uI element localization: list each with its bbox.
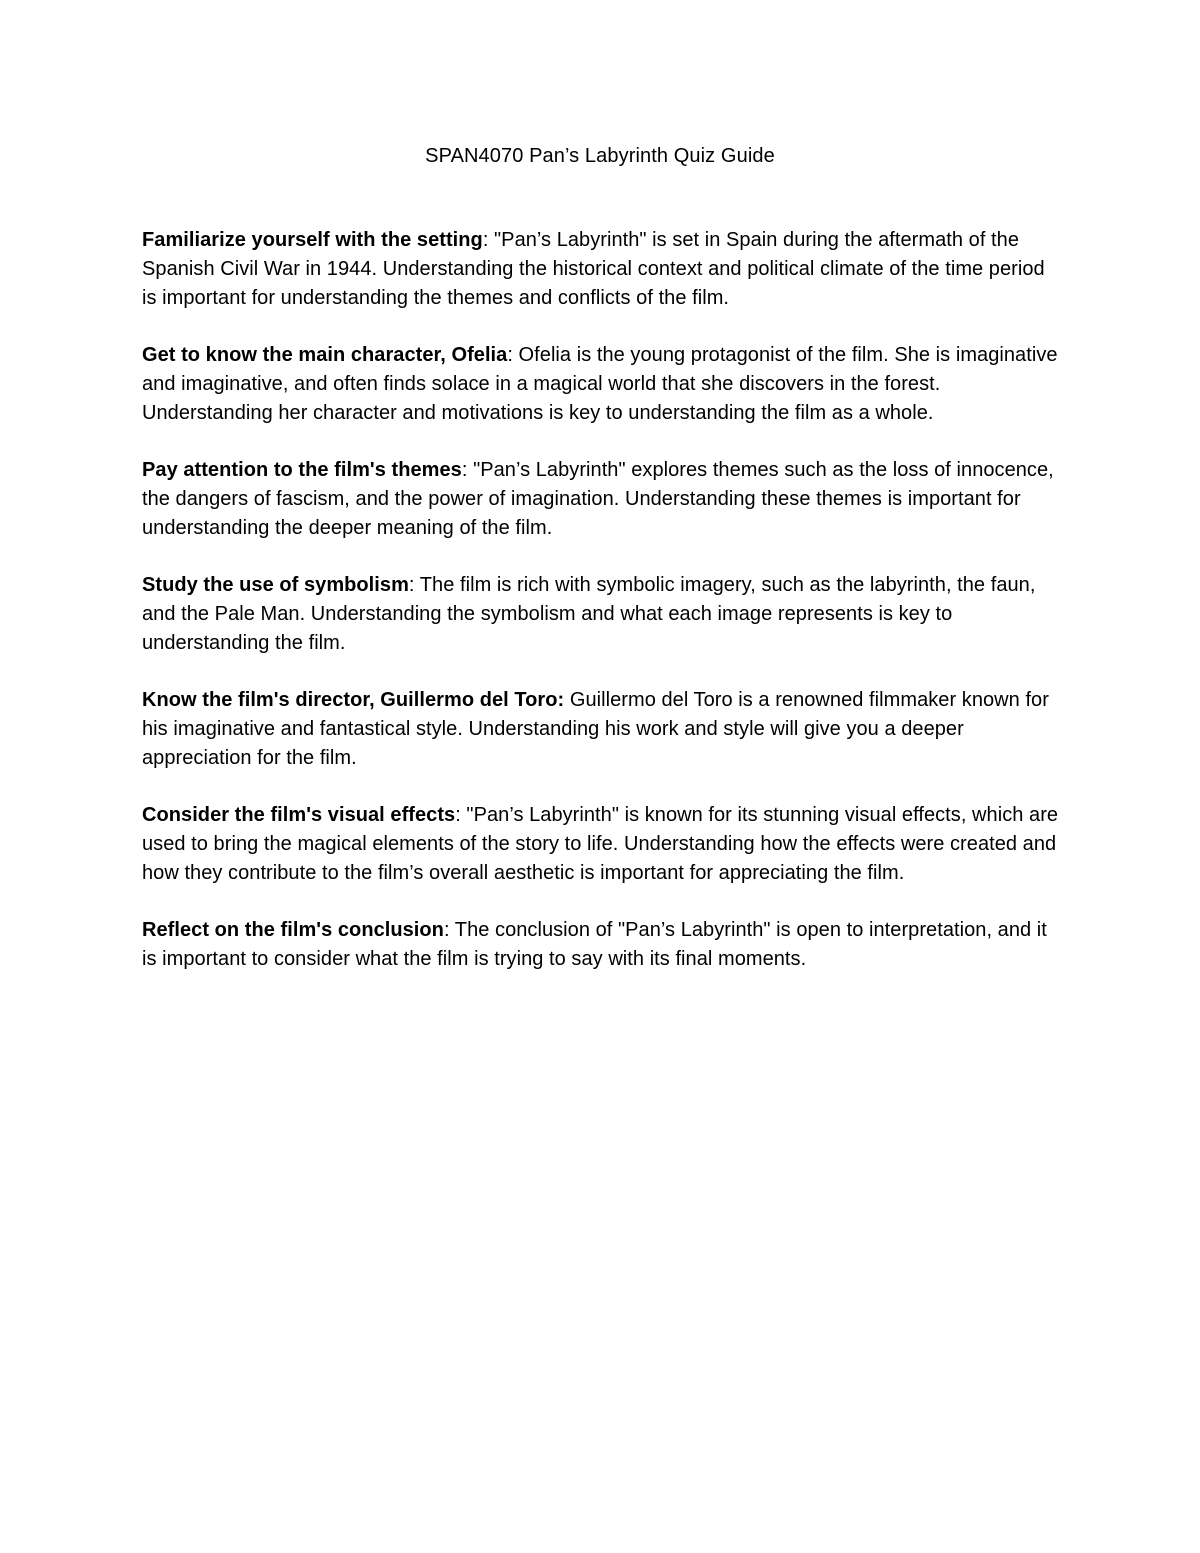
section-heading: Familiarize yourself with the setting <box>142 229 483 251</box>
section-heading: Know the film's director, Guillermo del Toro: <box>142 689 565 711</box>
section-text: : "Pan’s Labyrinth" is known for its stunning visual effects, which are used to bring the magical elements of the story to life. Understanding how the effects were created and how they contribute to the film’s overall aesthetic is important for appreciating the film. <box>142 804 1059 884</box>
section-heading: Get to know the main character, Ofelia <box>142 344 508 366</box>
section-visual-effects <box>142 801 1062 888</box>
section-heading: Pay attention to the film's themes <box>142 459 462 481</box>
section-themes <box>142 456 1062 543</box>
section-heading: Reflect on the film's conclusion <box>142 919 444 941</box>
section-text: : The film is rich with symbolic imagery, such as the labyrinth, the faun, and the Pale Man. Understanding the symbolism and what each image represents is key to understanding the film. <box>142 574 1036 654</box>
section-text: : "Pan’s Labyrinth" is set in Spain during the aftermath of the Spanish Civil War in 1944. Understanding the historical context and political climate of the time period is important for understanding the themes and conflicts of the film. <box>142 229 1045 309</box>
section-heading: Study the use of symbolism <box>142 574 409 596</box>
section-setting <box>142 226 1062 313</box>
section-conclusion <box>142 916 1062 974</box>
section-director <box>142 686 1062 773</box>
section-text: : The conclusion of "Pan’s Labyrinth" is open to interpretation, and it is important to consider what the film is trying to say with its final moments. <box>142 919 1047 970</box>
document-body <box>142 226 1062 1002</box>
section-text: : "Pan’s Labyrinth" explores themes such as the loss of innocence, the dangers of fascism, and the power of imagination. Understanding these themes is important for understanding the deeper meaning of the film. <box>142 459 1054 539</box>
section-heading: Consider the film's visual effects <box>142 804 456 826</box>
section-symbolism <box>142 571 1062 658</box>
document-title: SPAN4070 Pan’s Labyrinth Quiz Guide <box>425 145 775 167</box>
section-main-character <box>142 341 1062 428</box>
section-text: Guillermo del Toro is a renowned filmmaker known for his imaginative and fantastical style. Understanding his work and style will give you a deeper appreciation for the film. <box>142 689 1049 769</box>
section-text: : Ofelia is the young protagonist of the film. She is imaginative and imaginative, and often finds solace in a magical world that she discovers in the forest. Understanding her character and motivations is key to understanding the film as a whole. <box>142 344 1058 424</box>
